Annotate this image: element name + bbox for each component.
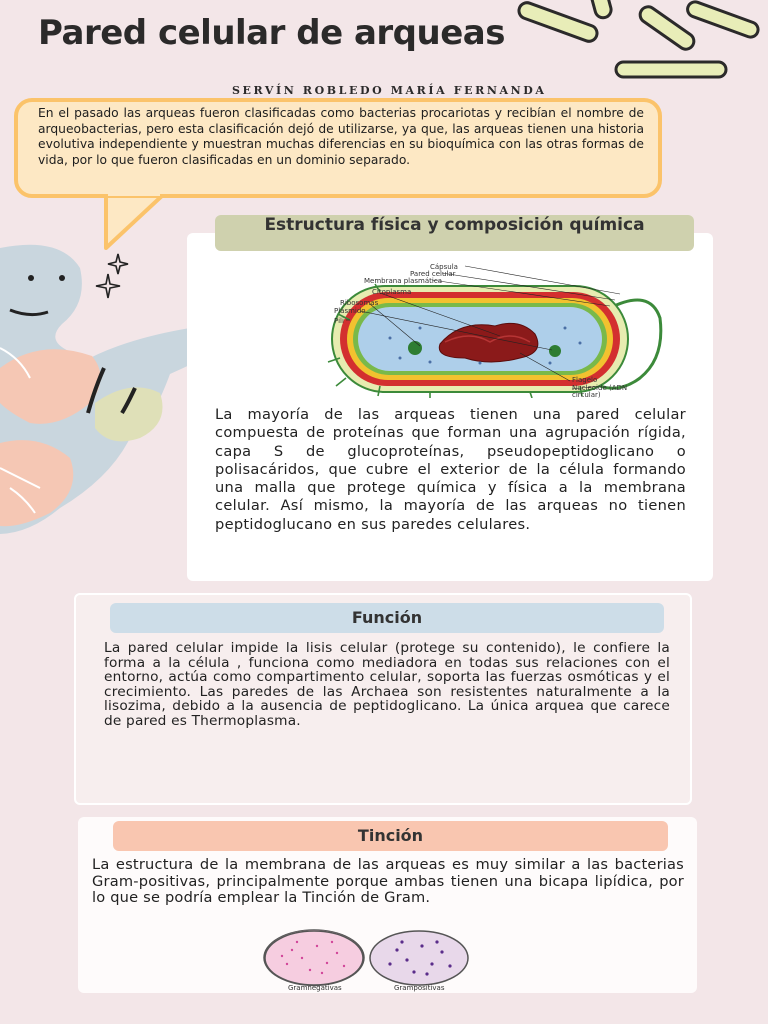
label-plasmido: Plásmido bbox=[334, 307, 366, 315]
label-pared: Pared celular bbox=[410, 270, 456, 278]
label-citoplasma: Citoplasma bbox=[372, 288, 412, 296]
label-nucleoide-2: circular) bbox=[572, 391, 601, 398]
intro-text: En el pasado las arqueas fueron clasificadas como bacterias procariotas y recibían el nombre de arqueobacterias, pero esta clasificación dejó de utilizarse, ya que, las arqueas tienen una historia evolutiva independiente y muestran muchas diferencias en su bioquímica con las otras formas de vida, por lo que fueron clasificadas en un dominio separado. bbox=[38, 106, 644, 167]
bacterial-cell-diagram bbox=[320, 258, 680, 398]
stain-heading: Tinción bbox=[113, 821, 668, 851]
gram-positive-label: Grampositivas bbox=[394, 984, 445, 992]
page-title: Pared celular de arqueas bbox=[38, 13, 505, 53]
gram-stain-images bbox=[262, 928, 472, 992]
structure-heading: Estructura física y composición química bbox=[215, 215, 694, 251]
label-membrana: Membrana plasmática bbox=[364, 277, 442, 285]
gram-negative-label: Gramnegativas bbox=[288, 984, 342, 992]
label-ribosomas: Ribosomas bbox=[340, 299, 379, 307]
label-flagelo: Flagelo bbox=[572, 376, 598, 384]
label-capsula: Cápsula bbox=[430, 263, 458, 271]
function-heading: Función bbox=[110, 603, 664, 633]
label-nucleoide: Nucleoide (ADN bbox=[572, 384, 628, 392]
structure-text: La mayoría de las arqueas tienen una pared celular compuesta de proteínas que forman una agrupación rígida, capa S de glucoproteínas, pseudopeptidoglicano o polisacáridos, que cubre el exterior de la célula formando una malla que protege química y física a la membrana celular. Así mismo, la mayoría de las arqueas no tienen peptidoglucano en sus paredes celulares. bbox=[215, 406, 686, 533]
label-pili: Pili bbox=[334, 317, 344, 325]
author-name: SERVÍN ROBLEDO MARÍA FERNANDA bbox=[232, 84, 547, 97]
gram-plates bbox=[262, 928, 472, 988]
stain-text: La estructura de la membrana de las arqueas es muy similar a las bacterias Gram-positivas, principalmente porque ambas tienen una bicapa lipídica, por lo que se podría emplear la Tinción de Gram. bbox=[92, 856, 684, 906]
function-text: La pared celular impide la lisis celular (protege su contenido), le confiere la forma a la célula , funciona como mediadora en todas sus relaciones con el entorno, actúa como compartimento celular, soporta las fuerzas osmóticas y el crecimiento. Las paredes de las Archaea son resistentes naturalmente a la lisozima, debido a la ausencia de peptidoglicano. La única arquea que carece de pared es Thermoplasma. bbox=[104, 640, 670, 729]
